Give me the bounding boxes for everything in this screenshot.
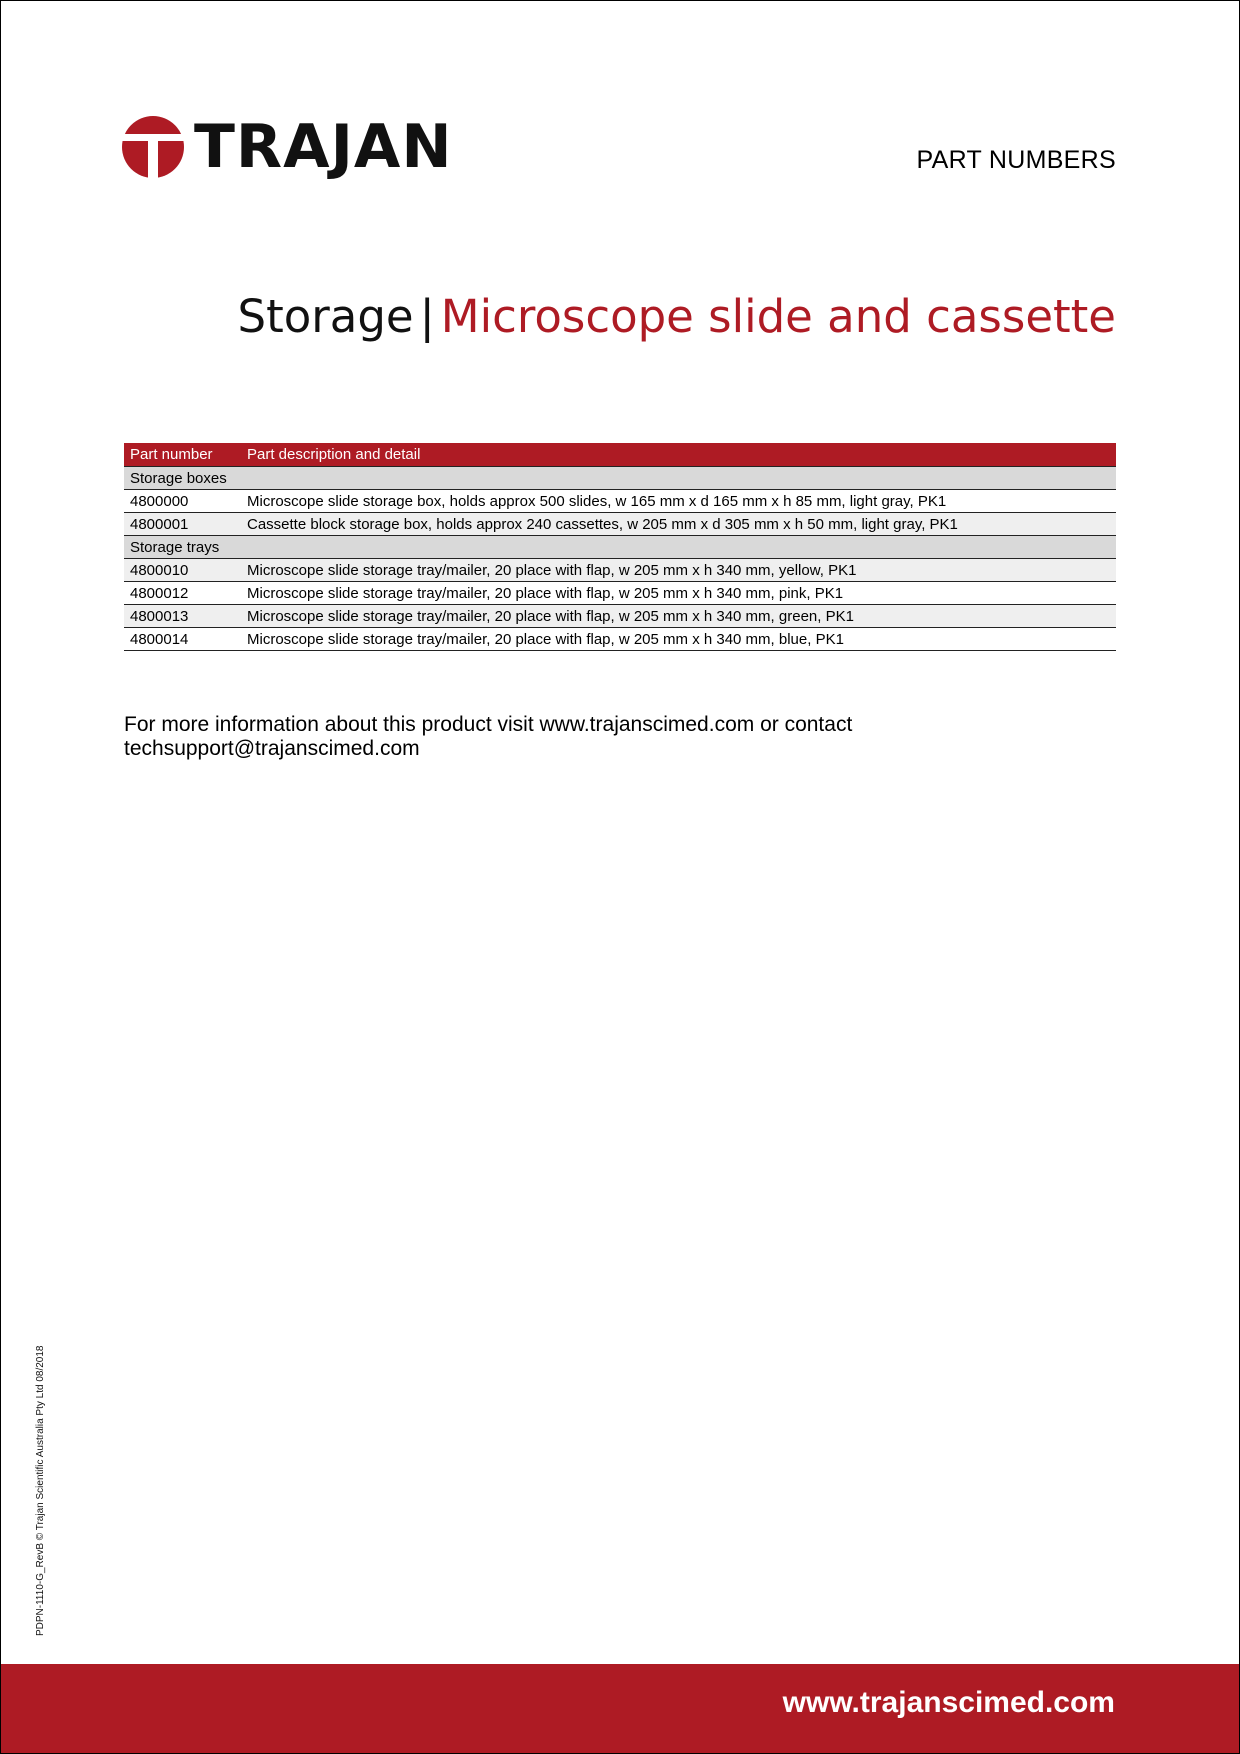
group-row <box>124 467 1116 490</box>
part-description: Cassette block storage box, holds approx 240 cassettes, w 205 mm x d 305 mm x h 50 mm, light gray, PK1 <box>241 513 1116 536</box>
table-row <box>124 582 1116 605</box>
part-description: Microscope slide storage tray/mailer, 20 place with flap, w 205 mm x h 340 mm, green, PK1 <box>241 605 1116 628</box>
part-description: Microscope slide storage box, holds approx 500 slides, w 165 mm x d 165 mm x h 85 mm, light gray, PK1 <box>241 490 1116 513</box>
group-row <box>124 536 1116 559</box>
parts-table <box>124 443 1116 651</box>
more-info-text <box>124 713 852 761</box>
part-number: 4800010 <box>124 559 241 582</box>
table-row <box>124 628 1116 651</box>
title-separator: | <box>419 290 435 343</box>
title-subtitle: Microscope slide and cassette <box>440 290 1116 343</box>
header-part-number: Part number <box>124 443 241 467</box>
table-header-row <box>124 443 1116 467</box>
table-row <box>124 605 1116 628</box>
trajan-logo <box>122 112 453 182</box>
footer-url-link[interactable]: www.trajanscimed.com <box>782 1686 1115 1719</box>
group-name: Storage boxes <box>124 467 1116 490</box>
title-category: Storage <box>237 290 414 343</box>
part-number: 4800014 <box>124 628 241 651</box>
part-description: Microscope slide storage tray/mailer, 20 place with flap, w 205 mm x h 340 mm, yellow, PK1 <box>241 559 1116 582</box>
document-code: PDPN-1110-G_RevB © Trajan Scientific Australia Pty Ltd 08/2018 <box>35 1345 46 1636</box>
group-name: Storage trays <box>124 536 1116 559</box>
part-number: 4800001 <box>124 513 241 536</box>
part-description: Microscope slide storage tray/mailer, 20 place with flap, w 205 mm x h 340 mm, pink, PK1 <box>241 582 1116 605</box>
info-contact-email[interactable]: techsupport@trajanscimed.com <box>124 737 420 760</box>
part-number: 4800013 <box>124 605 241 628</box>
header-part-description: Part description and detail <box>241 443 1116 467</box>
info-line-1: For more information about this product visit www.trajanscimed.com or contact <box>124 713 853 736</box>
part-number: 4800000 <box>124 490 241 513</box>
trajan-t-icon <box>122 116 184 178</box>
page-title <box>238 292 1116 342</box>
doc-type-label: PART NUMBERS <box>916 146 1116 174</box>
part-number: 4800012 <box>124 582 241 605</box>
brand-name: TRAJAN <box>194 112 453 182</box>
table-row <box>124 559 1116 582</box>
part-description: Microscope slide storage tray/mailer, 20 place with flap, w 205 mm x h 340 mm, blue, PK1 <box>241 628 1116 651</box>
footer-bar <box>1 1664 1239 1753</box>
table-row <box>124 513 1116 536</box>
table-row <box>124 490 1116 513</box>
